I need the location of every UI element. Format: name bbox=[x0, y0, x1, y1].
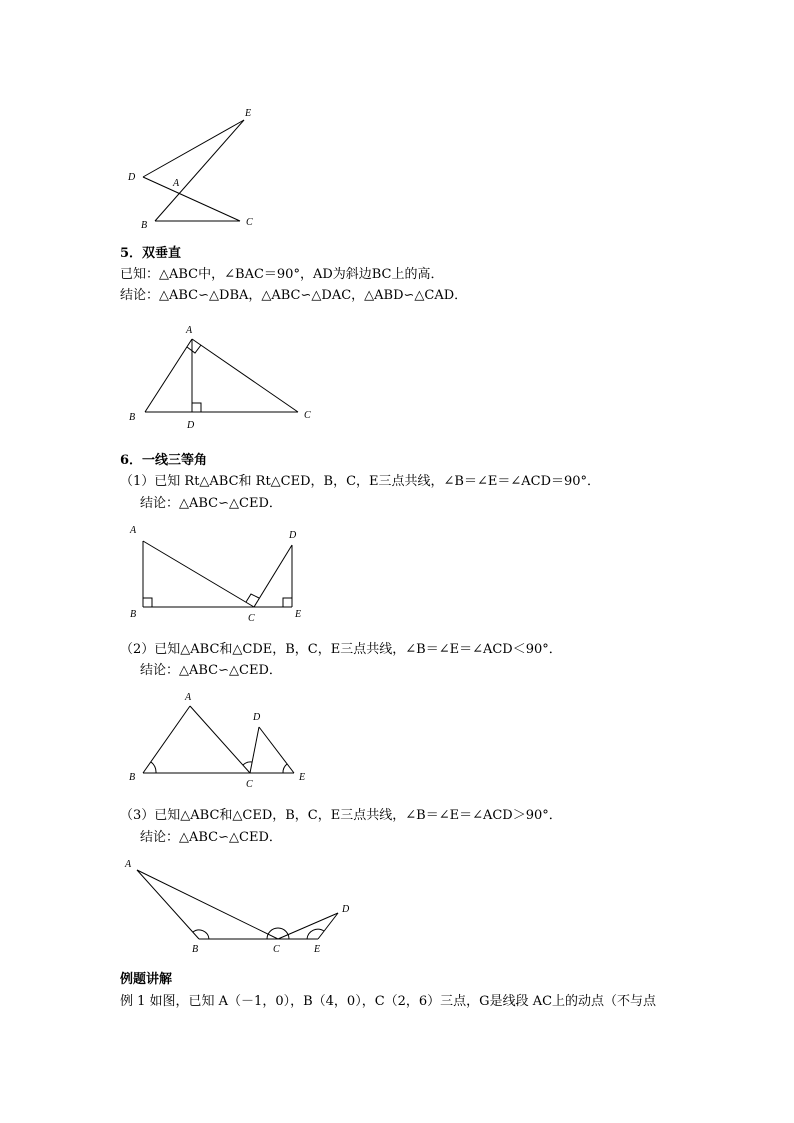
label-b: B bbox=[192, 944, 199, 955]
section-6-case-2-given: （2）已知△ABC和△CDE，B，C，E三点共线，∠B＝∠E＝∠ACD＜90°． bbox=[120, 642, 562, 657]
section-5-title: 5．双垂直 bbox=[120, 246, 182, 261]
label-e: E bbox=[299, 772, 306, 783]
label-a: A bbox=[125, 859, 132, 870]
section-6-case-1-conclusion: 结论：△ABC∽△CED． bbox=[140, 496, 282, 511]
section-6-title: 6．一线三等角 bbox=[120, 453, 208, 468]
example-title: 例题讲解 bbox=[120, 972, 173, 987]
label-a: A bbox=[186, 325, 193, 336]
label-d: D bbox=[289, 530, 297, 541]
label-b: B bbox=[129, 412, 136, 423]
label-e: E bbox=[295, 609, 302, 620]
label-c: C bbox=[273, 944, 280, 955]
section-5-given: 已知：△ABC中，∠BAC＝90°，AD为斜边BC上的高． bbox=[120, 267, 444, 282]
label-a: A bbox=[130, 525, 137, 536]
label-d: D bbox=[128, 172, 136, 183]
label-a: A bbox=[173, 178, 180, 189]
label-d: D bbox=[253, 712, 261, 723]
label-b: B bbox=[141, 220, 148, 231]
label-e: E bbox=[314, 944, 321, 955]
label-c: C bbox=[248, 613, 255, 624]
section-6-case-3-given: （3）已知△ABC和△CED，B，C，E三点共线，∠B＝∠E＝∠ACD＞90°． bbox=[120, 808, 562, 823]
label-d: D bbox=[342, 904, 350, 915]
label-c: C bbox=[246, 779, 253, 790]
label-e: E bbox=[245, 108, 252, 119]
section-6-case-2-conclusion: 结论：△ABC∽△CED． bbox=[140, 663, 282, 678]
section-6-case-3-conclusion: 结论：△ABC∽△CED． bbox=[140, 830, 282, 845]
label-b: B bbox=[130, 609, 137, 620]
segment-ab bbox=[137, 870, 199, 939]
angle-arc-c bbox=[267, 928, 289, 939]
label-b: B bbox=[129, 772, 136, 783]
example-1-text: 例 1 如图，已知 A（－1，0），B（4，0），C（2，6）三点，G是线段 AC上的动点（不与点 bbox=[120, 994, 657, 1009]
section-5-conclusion: 结论：△ABC∽△DBA，△ABC∽△DAC，△ABD∽△CAD． bbox=[120, 288, 468, 303]
label-a: A bbox=[185, 692, 192, 703]
label-d: D bbox=[187, 420, 195, 431]
section-6-case-1-given: （1）已知 Rt△ABC和 Rt△CED，B，C，E三点共线，∠B＝∠E＝∠ACD＝90°． bbox=[120, 474, 601, 489]
segment-ac bbox=[137, 870, 278, 939]
label-c: C bbox=[304, 410, 311, 421]
label-c: C bbox=[246, 217, 253, 228]
